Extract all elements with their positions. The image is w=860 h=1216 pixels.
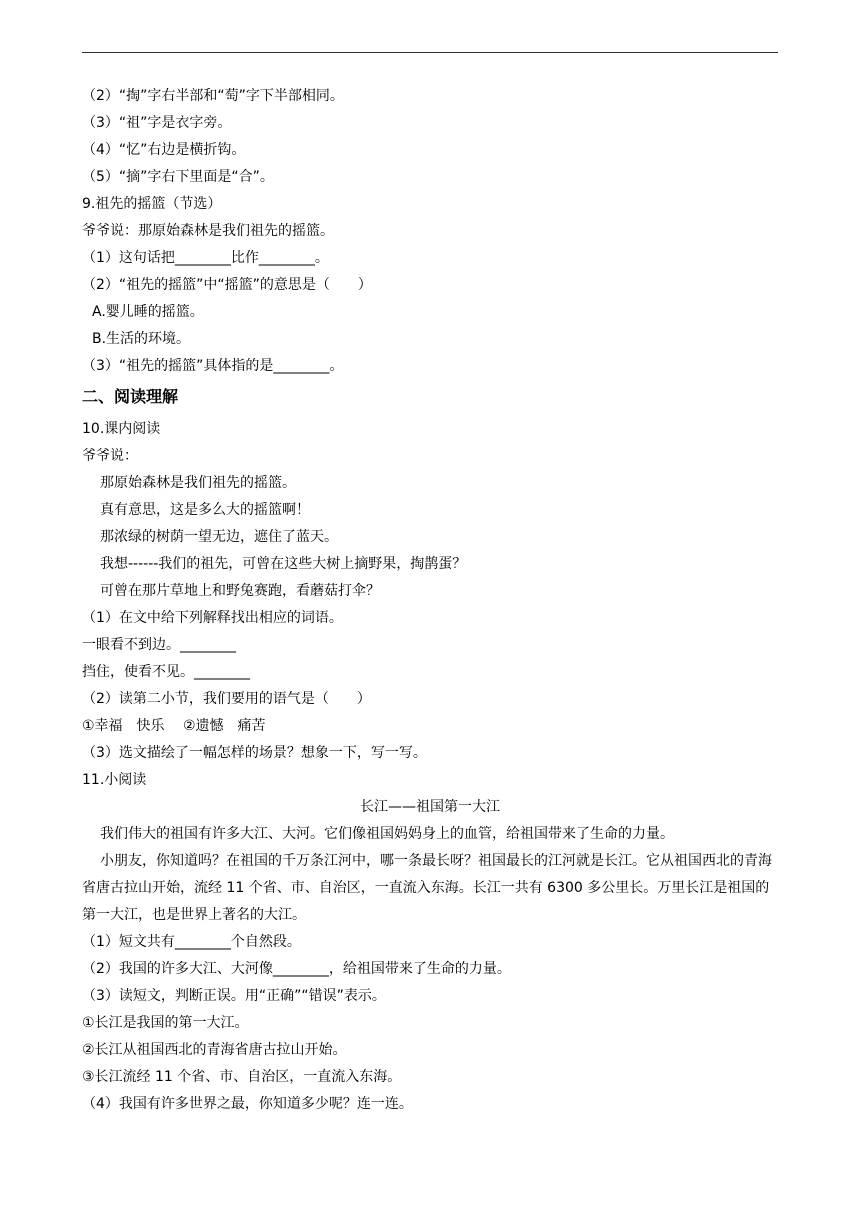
q10-sub-3: （3）选文描绘了一幅怎样的场景？想象一下，写一写。: [82, 745, 427, 761]
q8-item-4: （4）“忆”右边是横折钩。: [82, 142, 246, 158]
q10-title: 10.课内阅读: [82, 421, 161, 437]
q11-sub-1: （1）短文共有________个自然段。: [82, 934, 301, 950]
q11-statement-2: ②长江从祖国西北的青海省唐古拉山开始。: [82, 1042, 347, 1058]
q10-sub-1-a: 一眼看不到边。________: [82, 637, 236, 653]
q11-statement-3: ③长江流经 11 个省、市、自治区，一直流入东海。: [82, 1069, 402, 1085]
q9-option-a: A.婴儿睡的摇篮。: [92, 304, 204, 320]
q8-item-2: （2）“掏”字右半部和“萄”字下半部相同。: [82, 88, 344, 104]
q10-poem-line: 那原始森林是我们祖先的摇篮。: [100, 475, 296, 491]
q9-sub-1: （1）这句话把________比作________。: [82, 250, 329, 266]
document-body: [82, 83, 778, 1118]
q9-option-b: B.生活的环境。: [92, 331, 191, 347]
q10-poem-line: 那浓绿的树荫一望无边，遮住了蓝天。: [100, 529, 338, 545]
q9-sub-2: （2）“祖先的摇篮”中“摇篮”的意思是（ ）: [82, 277, 372, 293]
q10-sub-1-b: 挡住，使看不见。________: [82, 664, 250, 680]
section-heading: 二、阅读理解: [82, 387, 179, 406]
passage-paragraph-2: 小朋友，你知道吗？在祖国的千万条江河中，哪一条最长呀？祖国最长的江河就是长江。它从祖国西北的青海省唐古拉山开始，流经 11 个省、市、自治区，一直流入东海。长江一共有 6300 多公里长。万里长江是祖国的第一大江，也是世界上著名的大江。: [82, 853, 772, 923]
q10-poem-line: 我想------我们的祖先，可曾在这些大树上摘野果，掏鹊蛋？: [100, 556, 467, 572]
q8-item-5: （5）“摘”字右下里面是“合”。: [82, 169, 274, 185]
header-rule: [82, 52, 778, 53]
q11-title: 11.小阅读: [82, 772, 147, 788]
q9-title: 9.祖先的摇篮（节选）: [82, 196, 222, 212]
passage-title: 长江——祖国第一大江: [360, 799, 500, 815]
q9-sub-3: （3）“祖先的摇篮”具体指的是________。: [82, 358, 344, 374]
q10-sub-2: （2）读第二小节，我们要用的语气是（ ）: [82, 691, 371, 707]
q11-sub-2: （2）我国的许多大江、大河像________，给祖国带来了生命的力量。: [82, 961, 511, 977]
q10-poem-line: 真有意思，这是多么大的摇篮啊！: [100, 502, 310, 518]
q11-statement-1: ①长江是我国的第一大江。: [82, 1015, 249, 1031]
q10-sub-1: （1）在文中给下列解释找出相应的词语。: [82, 610, 343, 626]
q10-sub-2-options: ①幸福 快乐 ②遗憾 痛苦: [82, 718, 266, 734]
q8-item-3: （3）“祖”字是衣字旁。: [82, 115, 232, 131]
q9-passage: 爷爷说：那原始森林是我们祖先的摇篮。: [82, 223, 334, 239]
passage-paragraph-1: 我们伟大的祖国有许多大江、大河。它们像祖国妈妈身上的血管，给祖国带来了生命的力量。: [100, 826, 674, 842]
q10-intro: 爷爷说：: [82, 448, 138, 464]
q11-sub-4: （4）我国有许多世界之最，你知道多少呢？连一连。: [82, 1096, 413, 1112]
q11-sub-3: （3）读短文，判断正误。用“正确”“错误”表示。: [82, 988, 386, 1004]
q10-poem-line: 可曾在那片草地上和野兔赛跑，看蘑菇打伞？: [100, 583, 380, 599]
